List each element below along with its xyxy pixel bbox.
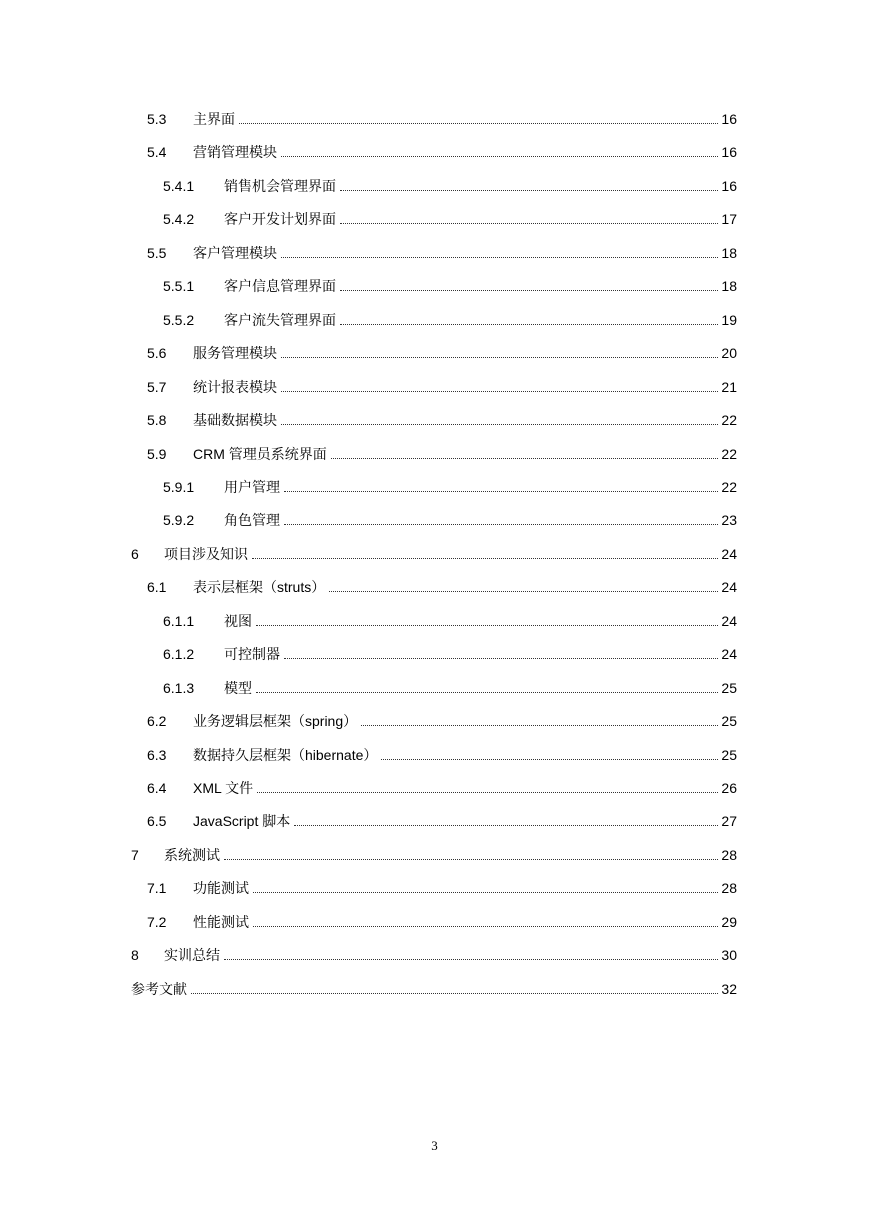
page-number: 3	[431, 1138, 438, 1153]
dot-leader	[191, 993, 718, 994]
toc-entry[interactable]	[0, 572, 869, 596]
toc-entry-number: 6	[131, 545, 139, 562]
toc-entry-number: 6.1	[147, 579, 167, 596]
dot-leader	[224, 959, 718, 960]
toc-entry[interactable]	[0, 472, 869, 496]
toc-entry[interactable]	[0, 137, 869, 161]
toc-entry-number: 5.4.2	[163, 211, 195, 228]
dot-leader	[281, 424, 718, 425]
toc-entry-title: 性能测试	[193, 913, 249, 930]
toc-entry-number: 6.1.2	[163, 646, 195, 663]
toc-entry-page: 16	[721, 144, 737, 161]
toc-entry-page: 16	[721, 111, 737, 127]
toc-entry-page: 30	[721, 947, 737, 964]
toc-entry-page: 29	[721, 913, 737, 930]
toc-entry-page: 19	[721, 311, 737, 328]
toc-entry[interactable]	[0, 372, 869, 396]
toc-entry-title: 客户信息管理界面	[224, 278, 336, 295]
toc-entry-title: 业务逻辑层框架（spring）	[193, 713, 358, 730]
toc-entry-title: 基础数据模块	[193, 412, 277, 429]
dot-leader	[252, 558, 718, 559]
dot-leader	[361, 725, 718, 726]
toc-entry-page: 22	[721, 478, 737, 495]
toc-entry-number: 6.1.1	[163, 612, 195, 629]
toc-entry-page: 28	[721, 880, 737, 897]
dot-leader	[381, 759, 718, 760]
dot-leader	[281, 257, 718, 258]
toc-entry-number: 5.7	[147, 378, 167, 395]
toc-entry-page: 25	[721, 713, 737, 730]
toc-entry-page: 27	[721, 813, 737, 830]
toc-entry[interactable]	[0, 639, 869, 663]
toc-entry-number: 8	[131, 947, 139, 964]
toc-entry-number: 7.1	[147, 880, 167, 897]
dot-leader	[257, 792, 718, 793]
toc-entry-page: 16	[721, 177, 737, 194]
toc-entry-title: 可控制器	[224, 646, 280, 663]
toc-entry-title: 营销管理模块	[193, 144, 277, 161]
toc-entry-page: 25	[721, 746, 737, 763]
toc-entry-page: 20	[721, 345, 737, 362]
toc-entry[interactable]	[0, 104, 869, 128]
toc-entry-title: 统计报表模块	[193, 378, 277, 395]
toc-entry[interactable]	[0, 873, 869, 897]
toc-entry-title: 客户开发计划界面	[224, 211, 336, 228]
toc-entry-title: 角色管理	[224, 512, 280, 529]
dot-leader	[281, 156, 718, 157]
toc-entry[interactable]	[0, 238, 869, 262]
toc-entry-title: 用户管理	[224, 478, 280, 495]
dot-leader	[340, 190, 718, 191]
toc-entry-title: 表示层框架（struts）	[193, 579, 326, 596]
toc-entry-page: 25	[721, 679, 737, 696]
toc-entry[interactable]	[0, 673, 869, 697]
toc-entry-title: JavaScript 脚本	[193, 813, 291, 830]
toc-entry-title: XML 文件	[193, 780, 254, 796]
toc-entry-page: 24	[721, 612, 737, 629]
toc-entry-title: 主界面	[193, 111, 235, 127]
toc-entry-page: 26	[721, 780, 737, 796]
toc-entry-number: 6.4	[147, 780, 167, 796]
toc-entry[interactable]	[0, 505, 869, 529]
toc-entry-number: 6.2	[147, 713, 167, 730]
toc-entry-title: 项目涉及知识	[164, 545, 248, 562]
dot-leader	[284, 524, 718, 525]
toc-entry-title: 模型	[224, 679, 252, 696]
toc-entry-page: 21	[721, 378, 737, 395]
dot-leader	[340, 290, 718, 291]
dot-leader	[340, 324, 718, 325]
toc-entry-title: CRM 管理员系统界面	[193, 445, 327, 462]
toc-entry-page: 18	[721, 278, 737, 295]
toc-entry-page: 28	[721, 846, 737, 863]
toc-entry[interactable]	[0, 840, 869, 864]
toc-entry[interactable]	[0, 940, 869, 964]
toc-entry[interactable]	[0, 740, 869, 764]
toc-entry[interactable]	[0, 974, 869, 998]
toc-entry-title: 实训总结	[164, 947, 220, 964]
dot-leader	[239, 123, 718, 124]
toc-entry-title: 数据持久层框架（hibernate）	[193, 746, 378, 763]
toc-entry-number: 5.8	[147, 412, 167, 429]
toc-entry-number: 6.5	[147, 813, 167, 830]
toc-entry-title: 服务管理模块	[193, 345, 277, 362]
toc-entry-title: 参考文献	[131, 980, 187, 997]
toc-entry-number: 5.9.2	[163, 512, 195, 529]
dot-leader	[281, 391, 718, 392]
dot-leader	[256, 692, 718, 693]
toc-entry-title: 视图	[224, 612, 252, 629]
dot-leader	[256, 625, 718, 626]
toc-entry[interactable]	[0, 439, 869, 463]
toc-entry-number: 6.1.3	[163, 679, 195, 696]
toc-entry-page: 32	[721, 980, 737, 997]
dot-leader	[281, 357, 718, 358]
toc-entry-number: 5.5	[147, 244, 167, 261]
toc-entry[interactable]	[0, 806, 869, 830]
toc-entry[interactable]	[0, 305, 869, 329]
toc-entry[interactable]	[0, 338, 869, 362]
toc-entry[interactable]	[0, 606, 869, 630]
toc-entry-page: 22	[721, 412, 737, 429]
toc-entry-number: 7.2	[147, 913, 167, 930]
toc-entry-page: 18	[721, 244, 737, 261]
toc-entry[interactable]	[0, 706, 869, 730]
toc-entry[interactable]	[0, 171, 869, 195]
toc-entry-page: 22	[721, 445, 737, 462]
toc-entry-page: 17	[721, 211, 737, 228]
dot-leader	[253, 926, 718, 927]
toc-entry-number: 5.5.2	[163, 311, 195, 328]
toc-entry-number: 5.6	[147, 345, 167, 362]
toc-entry-number: 7	[131, 846, 139, 863]
toc-entry-page: 24	[721, 646, 737, 663]
dot-leader	[253, 892, 718, 893]
dot-leader	[284, 491, 718, 492]
toc-entry-number: 5.9.1	[163, 478, 195, 495]
toc-entry-title: 系统测试	[164, 846, 220, 863]
dot-leader	[224, 859, 718, 860]
dot-leader	[284, 658, 718, 659]
toc-entry-title: 客户流失管理界面	[224, 311, 336, 328]
toc-entry-number: 5.3	[147, 111, 167, 127]
toc-entry[interactable]	[0, 773, 869, 797]
toc-entry-title: 销售机会管理界面	[224, 177, 336, 194]
toc-entry-number: 5.4	[147, 144, 167, 161]
toc-entry-title: 客户管理模块	[193, 244, 277, 261]
toc-entry-number: 5.5.1	[163, 278, 195, 295]
dot-leader	[340, 223, 718, 224]
toc-entry-number: 5.4.1	[163, 177, 195, 194]
toc-entry[interactable]	[0, 539, 869, 563]
toc-entry-number: 5.9	[147, 445, 167, 462]
toc-entry[interactable]	[0, 405, 869, 429]
toc-entry-page: 24	[721, 579, 737, 596]
toc-entry[interactable]	[0, 204, 869, 228]
dot-leader	[294, 825, 718, 826]
toc-entry-number: 6.3	[147, 746, 167, 763]
toc-entry-page: 23	[721, 512, 737, 529]
dot-leader	[329, 591, 718, 592]
toc-entry[interactable]	[0, 271, 869, 295]
dot-leader	[331, 458, 719, 459]
toc-entry[interactable]	[0, 907, 869, 931]
toc-entry-title: 功能测试	[193, 880, 249, 897]
toc-entry-page: 24	[721, 545, 737, 562]
